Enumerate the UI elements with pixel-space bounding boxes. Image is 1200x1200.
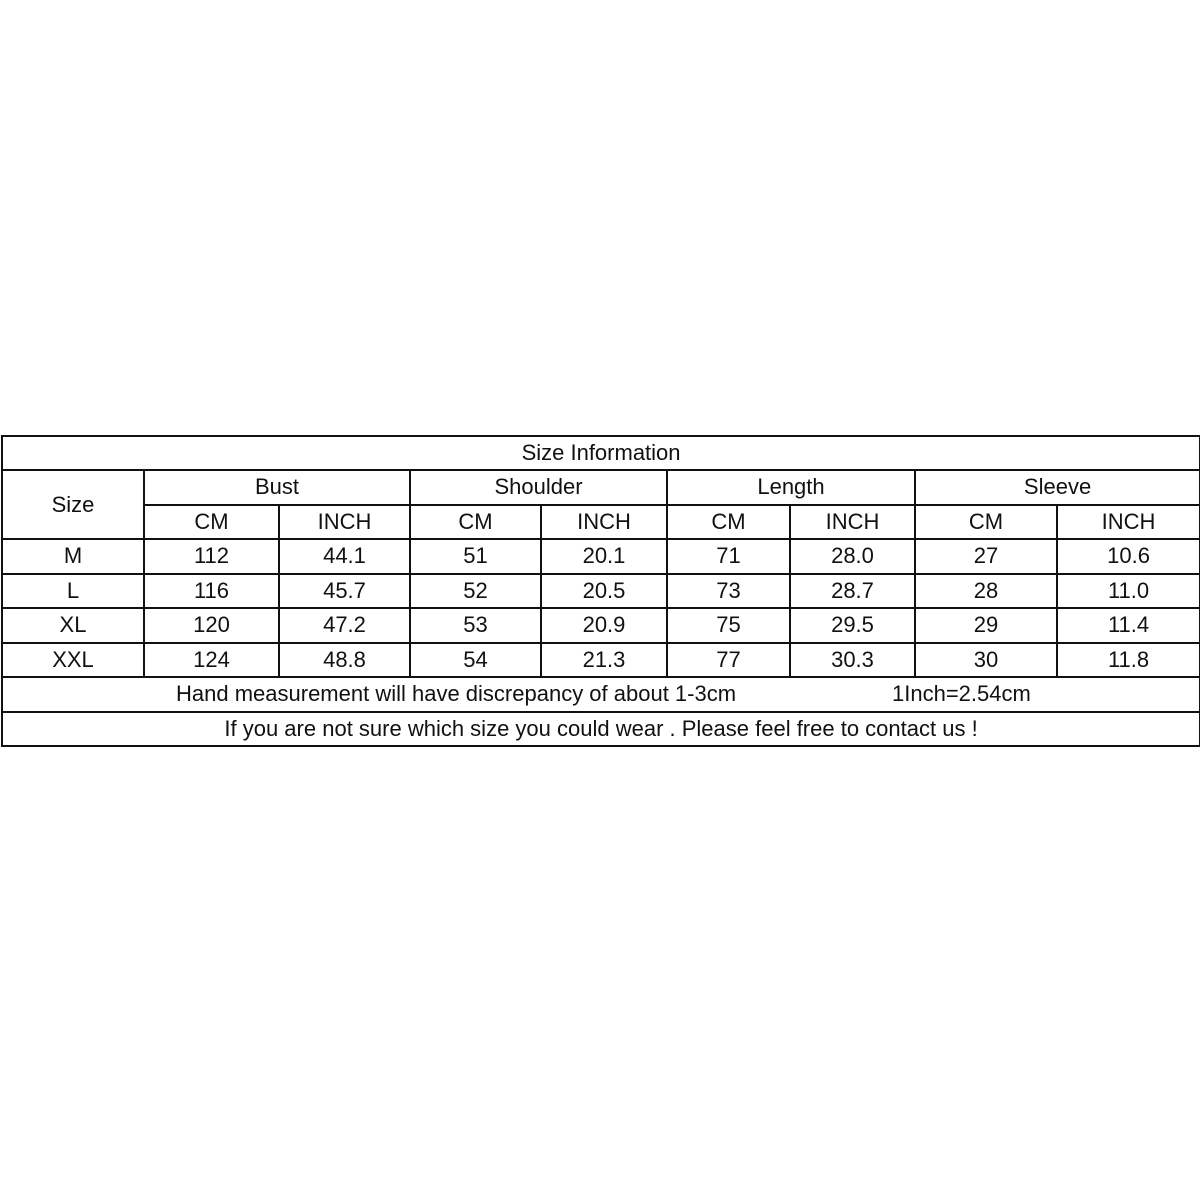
shoulder-cm-cell: 52 — [410, 574, 541, 609]
title-row — [2, 436, 1200, 470]
shoulder-cm-cell: 54 — [410, 643, 541, 678]
sleeve-cm-header: CM — [915, 505, 1057, 540]
shoulder-header: Shoulder — [410, 470, 667, 505]
bust-inch-cell: 44.1 — [279, 539, 410, 574]
length-inch-header: INCH — [790, 505, 915, 540]
sleeve-header: Sleeve — [915, 470, 1200, 505]
sleeve-inch-cell: 11.0 — [1057, 574, 1200, 609]
sleeve-cm-cell: 30 — [915, 643, 1057, 678]
note-row-contact — [2, 712, 1200, 747]
shoulder-cm-cell: 53 — [410, 608, 541, 643]
bust-header: Bust — [144, 470, 410, 505]
table-row — [2, 643, 1200, 678]
note-cell-discrepancy — [2, 677, 1200, 712]
shoulder-inch-cell: 20.1 — [541, 539, 667, 574]
bust-inch-cell: 45.7 — [279, 574, 410, 609]
bust-inch-cell: 47.2 — [279, 608, 410, 643]
bust-cm-header: CM — [144, 505, 279, 540]
length-cm-cell: 71 — [667, 539, 790, 574]
bust-cm-cell: 116 — [144, 574, 279, 609]
shoulder-inch-cell: 21.3 — [541, 643, 667, 678]
length-inch-cell: 29.5 — [790, 608, 915, 643]
shoulder-cm-header: CM — [410, 505, 541, 540]
table-row — [2, 574, 1200, 609]
length-header: Length — [667, 470, 915, 505]
size-cell: XL — [2, 608, 144, 643]
length-inch-cell: 30.3 — [790, 643, 915, 678]
shoulder-inch-header: INCH — [541, 505, 667, 540]
size-cell: L — [2, 574, 144, 609]
group-header-row — [2, 470, 1200, 505]
length-cm-header: CM — [667, 505, 790, 540]
unit-header-row — [2, 505, 1200, 540]
bust-inch-cell: 48.8 — [279, 643, 410, 678]
table-row — [2, 608, 1200, 643]
sleeve-inch-cell: 11.4 — [1057, 608, 1200, 643]
sleeve-inch-cell: 10.6 — [1057, 539, 1200, 574]
shoulder-inch-cell: 20.5 — [541, 574, 667, 609]
shoulder-inch-cell: 20.9 — [541, 608, 667, 643]
length-cm-cell: 73 — [667, 574, 790, 609]
table-row — [2, 539, 1200, 574]
bust-cm-cell: 124 — [144, 643, 279, 678]
bust-inch-header: INCH — [279, 505, 410, 540]
discrepancy-note: Hand measurement will have discrepancy of about 1-3cm — [176, 681, 737, 707]
length-inch-cell: 28.0 — [790, 539, 915, 574]
sleeve-cm-cell: 29 — [915, 608, 1057, 643]
sleeve-cm-cell: 28 — [915, 574, 1057, 609]
sleeve-cm-cell: 27 — [915, 539, 1057, 574]
sleeve-inch-cell: 11.8 — [1057, 643, 1200, 678]
size-cell: M — [2, 539, 144, 574]
conversion-note: 1Inch=2.54cm — [892, 681, 1031, 707]
length-cm-cell: 77 — [667, 643, 790, 678]
note-row-discrepancy — [2, 677, 1200, 712]
length-cm-cell: 75 — [667, 608, 790, 643]
shoulder-cm-cell: 51 — [410, 539, 541, 574]
bust-cm-cell: 112 — [144, 539, 279, 574]
length-inch-cell: 28.7 — [790, 574, 915, 609]
size-cell: XXL — [2, 643, 144, 678]
contact-note: If you are not sure which size you could wear . Please feel free to contact us ! — [2, 712, 1200, 747]
size-chart-table — [1, 435, 1200, 747]
sleeve-inch-header: INCH — [1057, 505, 1200, 540]
bust-cm-cell: 120 — [144, 608, 279, 643]
size-header: Size — [2, 470, 144, 539]
table-title: Size Information — [2, 436, 1200, 470]
